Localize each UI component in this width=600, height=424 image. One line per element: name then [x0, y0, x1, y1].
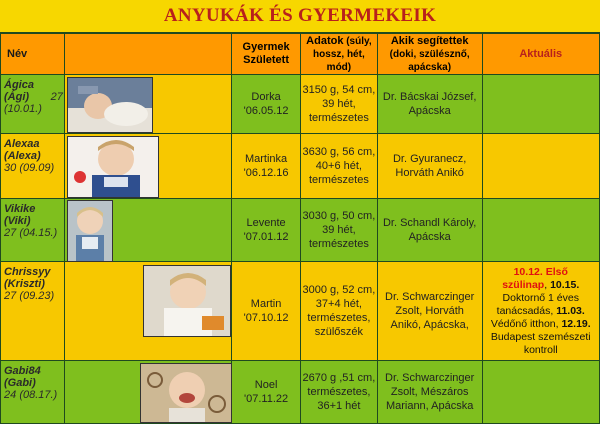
photo-cell — [65, 361, 231, 423]
table-row — [1, 361, 599, 423]
photo-cell — [65, 134, 231, 198]
event-birthday-word: szülinap — [502, 278, 545, 291]
child-name: Martin — [250, 298, 282, 310]
child-born: '07.11.22 — [244, 393, 289, 405]
photo-cell — [65, 199, 231, 261]
table-row — [1, 75, 599, 133]
header-gyermek-line1: Gyermek — [242, 41, 290, 53]
helpers-cell — [378, 361, 482, 423]
nickname: Chrissyy — [4, 266, 51, 278]
data-line: 39 hét, — [322, 98, 356, 110]
nickname: Vikike — [4, 203, 36, 215]
data-line: 39 hét, — [322, 224, 356, 236]
header-akik-rest1: (doki, szülésznő, — [389, 48, 470, 60]
real-name: (Viki) — [4, 215, 31, 227]
helpers-line: Apácska — [408, 231, 451, 243]
header-akik-rest2: apácska) — [408, 61, 452, 73]
helpers-line: Horváth Anikó — [395, 167, 464, 179]
event-date: 12.19. — [561, 317, 591, 330]
aktualis-cell — [483, 134, 600, 198]
real-name: (Ági) — [4, 91, 30, 103]
photo-cell — [65, 75, 231, 133]
photo-cell — [65, 262, 231, 360]
child-cell — [232, 75, 300, 133]
data-line: természetes, — [307, 312, 371, 324]
header-adatok — [301, 34, 377, 74]
birth-date: (10.01.) — [4, 103, 42, 115]
header-nev: Név — [1, 34, 64, 74]
data-line: 3150 g, 54 cm, — [302, 84, 376, 96]
data-line: szülőszék — [314, 326, 364, 338]
data-line: 36+1 hét — [317, 400, 361, 412]
name-cell — [1, 361, 64, 423]
helpers-cell — [378, 134, 482, 198]
event-date: 11.03. — [556, 304, 585, 317]
helpers-line: Dr. Schandl Károly, — [382, 217, 477, 229]
data-line: természetes, — [307, 386, 371, 398]
name-cell — [1, 75, 64, 133]
data-cell — [301, 361, 377, 423]
header-adatok-rest2: hossz, hét, — [313, 48, 365, 60]
helpers-line: Mariann, Apácska — [385, 400, 474, 412]
data-line: 40+6 hét, — [315, 160, 362, 172]
age: 27 — [4, 227, 17, 239]
table-row — [1, 134, 599, 198]
aktualis-cell — [483, 262, 600, 360]
data-line: 2670 g ,51 cm, — [302, 372, 376, 384]
data-line: 3630 g, 56 cm, — [302, 146, 376, 158]
child-name: Noel — [254, 379, 278, 391]
baby-photo — [140, 363, 232, 423]
child-cell — [232, 361, 300, 423]
age: 27 — [4, 290, 17, 302]
helpers-line: Dr. Schwarczinger — [385, 372, 475, 384]
helpers-cell — [378, 262, 482, 360]
baby-photo — [67, 136, 159, 198]
header-adatok-bold: Adatok — [306, 34, 344, 47]
header-akik — [378, 34, 482, 74]
birth-date: (09.09) — [19, 162, 55, 174]
real-name: (Kriszti) — [4, 278, 45, 290]
header-aktualis: Aktuális — [483, 34, 600, 74]
event-birthday: 10.12. Első — [513, 265, 568, 278]
table-row — [1, 262, 599, 360]
event-text: Doktornő 1 éves — [502, 291, 579, 304]
data-line: 3030 g, 50 cm, — [302, 210, 376, 222]
data-line: 37+4 hét, — [315, 298, 362, 310]
mothers-table — [0, 33, 600, 424]
real-name: (Gabi) — [4, 377, 36, 389]
data-line: természetes — [308, 238, 369, 250]
header-gyermek-line2: Született — [243, 54, 289, 66]
baby-photo — [67, 77, 153, 133]
aktualis-cell — [483, 75, 600, 133]
child-born: '07.01.12 — [243, 231, 289, 243]
age: 27 — [50, 91, 63, 103]
birth-date: (04.15.) — [19, 227, 58, 239]
data-cell — [301, 262, 377, 360]
data-cell — [301, 134, 377, 198]
event-text: Védőnő itthon, — [490, 317, 562, 330]
header-row — [1, 34, 599, 74]
table-row — [1, 199, 599, 261]
age: 30 — [4, 162, 17, 174]
helpers-line: Dr. Schwarczinger — [385, 291, 475, 303]
header-adatok-rest3: mód) — [326, 61, 352, 73]
age: 24 — [4, 389, 17, 401]
child-born: '07.10.12 — [243, 312, 289, 324]
name-cell — [1, 199, 64, 261]
header-adatok-rest1: (súly, — [343, 35, 372, 47]
helpers-line: Apácska — [408, 105, 451, 117]
birth-date: (09.23) — [19, 290, 55, 302]
nickname: Ágica — [4, 79, 34, 91]
nickname: Gabi84 — [4, 365, 41, 377]
child-cell — [232, 199, 300, 261]
header-akik-bold: Akik segítettek — [390, 34, 469, 47]
name-cell — [1, 134, 64, 198]
birth-date: (08.17.) — [19, 389, 58, 401]
child-cell — [232, 134, 300, 198]
baby-photo — [143, 265, 231, 337]
child-name: Dorka — [251, 91, 281, 103]
event-date: 10.15. — [550, 278, 580, 291]
child-cell — [232, 262, 300, 360]
child-born: '06.05.12 — [243, 105, 289, 117]
data-line: természetes — [308, 112, 369, 124]
data-cell — [301, 199, 377, 261]
nickname: Alexaa — [4, 138, 40, 150]
page-title: ANYUKÁK ÉS GYERMEKEIK — [0, 0, 600, 32]
aktualis-cell — [483, 199, 600, 261]
event-text: tanácsadás, — [496, 304, 557, 317]
child-name: Levente — [246, 217, 286, 229]
helpers-line: Zsolt, Horváth — [395, 305, 464, 317]
helpers-line: Anikó, Apácska, — [390, 319, 469, 331]
data-line: 3000 g, 52 cm, — [302, 284, 376, 296]
helpers-line: Zsolt, Mészáros — [390, 386, 469, 398]
event-text: kontroll — [523, 343, 558, 356]
header-photo — [65, 34, 231, 74]
child-born: '06.12.16 — [243, 167, 289, 179]
name-cell — [1, 262, 64, 360]
aktualis-cell — [483, 361, 600, 423]
child-name: Martinka — [244, 153, 288, 165]
real-name: (Alexa) — [4, 150, 41, 162]
data-cell — [301, 75, 377, 133]
header-gyermek — [232, 34, 300, 74]
helpers-line: Dr. Gyuranecz, — [392, 153, 467, 165]
helpers-cell — [378, 75, 482, 133]
data-line: természetes — [308, 174, 369, 186]
event-text: Budapest szemészeti — [490, 330, 591, 343]
helpers-line: Dr. Bácskai József, — [382, 91, 477, 103]
baby-photo — [67, 200, 113, 262]
event-sep: , — [544, 278, 551, 291]
helpers-cell — [378, 199, 482, 261]
